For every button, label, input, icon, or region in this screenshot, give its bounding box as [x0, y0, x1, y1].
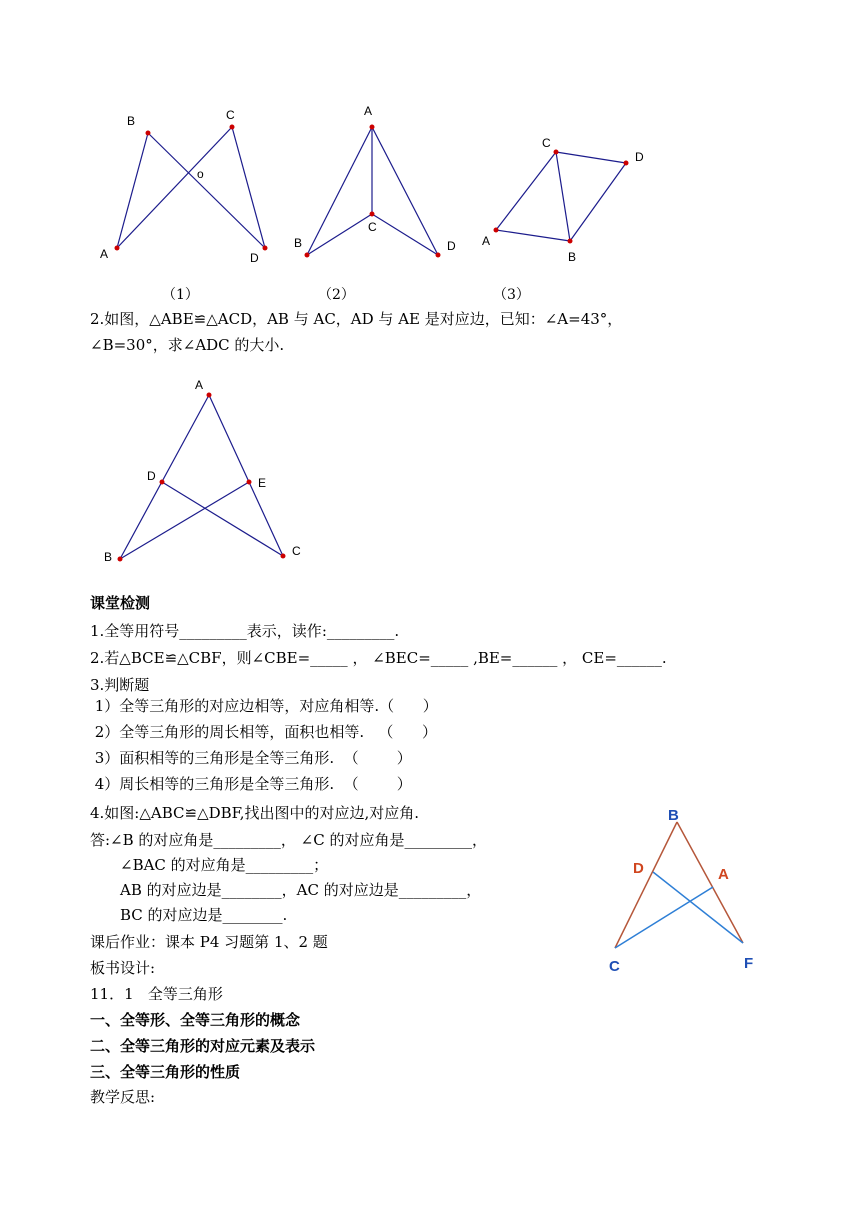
fig2-label-d: D: [447, 239, 456, 253]
question-3-item: 1）全等三角形的对应边相等，对应角相等.（ ）: [90, 697, 438, 715]
q4-label-b: B: [668, 807, 679, 824]
fig1-caption: （1）: [162, 287, 199, 303]
section-heading: 课堂检测: [90, 594, 151, 612]
p2-label-d: D: [147, 469, 156, 483]
question-4-title: 4.如图:△ABC≌△DBF,找出图中的对应边,对应角.: [90, 804, 420, 822]
board-design-item: 一、全等形、全等三角形的概念: [90, 1011, 301, 1029]
q4-label-d: D: [633, 860, 644, 877]
p2-label-e: E: [258, 476, 267, 490]
problem2-line1: 2.如图，△ABE≌△ACD，AB 与 AC，AD 与 AE 是对应边，已知：∠A=43°，: [90, 310, 623, 328]
fig1-label-c: C: [226, 108, 235, 122]
p2-label-b: B: [104, 550, 113, 564]
problem2-line2: ∠B=30°，求∠ADC 的大小.: [90, 336, 285, 354]
fig3-label-b: B: [568, 250, 577, 264]
fig2-caption: （2）: [318, 287, 355, 303]
board-design-item: 二、全等三角形的对应元素及表示: [90, 1037, 316, 1055]
question-4-answer-1: 答:∠B 的对应角是_________， ∠C 的对应角是_________，: [90, 831, 487, 849]
teaching-reflection: 教学反思:: [90, 1088, 156, 1106]
figure-2: [290, 100, 465, 270]
figure-3: [478, 130, 663, 270]
homework: 课后作业：课本 P4 习题第 1、2 题: [90, 933, 328, 951]
fig1-label-b: B: [127, 114, 136, 128]
fig3-caption: （3）: [493, 287, 530, 303]
figure-1: [95, 105, 285, 275]
p2-label-a: A: [195, 378, 204, 392]
problem2-figure: [95, 375, 315, 575]
board-design-item: 三、全等三角形的性质: [90, 1063, 241, 1081]
q4-label-c: C: [609, 958, 620, 975]
question-3-item: 2）全等三角形的周长相等，面积也相等. （ ）: [90, 723, 437, 741]
q4-label-f: F: [744, 955, 754, 972]
fig3-label-c: C: [542, 136, 551, 150]
fig3-label-d: D: [635, 150, 644, 164]
fig1-label-o: o: [197, 167, 204, 181]
question-4-figure: [600, 800, 770, 980]
question-3-item: 4）周长相等的三角形是全等三角形. （ ）: [90, 775, 412, 793]
question-4-answer-2: ∠BAC 的对应角是_________；: [120, 856, 329, 874]
question-4-answer-3: AB 的对应边是________，AC 的对应边是_________，: [120, 881, 482, 899]
q4-label-a: A: [718, 866, 729, 883]
fig1-label-d: D: [250, 251, 259, 265]
question-3-item: 3）面积相等的三角形是全等三角形. （ ）: [90, 749, 412, 767]
p2-label-c: C: [292, 544, 301, 558]
fig2-label-c: C: [368, 220, 377, 234]
question-1: 1.全等用符号_________表示，读作:_________.: [90, 622, 400, 640]
question-4-answer-4: BC 的对应边是________.: [120, 906, 288, 924]
board-design-section: 11．1 全等三角形: [90, 985, 223, 1003]
question-2: 2.若△BCE≌△CBF，则∠CBE=_____ ， ∠BEC=_____ ,BE=______ ， CE=______.: [90, 649, 667, 667]
board-design-title: 板书设计:: [90, 959, 156, 977]
fig3-label-a: A: [482, 234, 491, 248]
fig1-label-a: A: [100, 247, 109, 261]
fig2-label-b: B: [294, 236, 303, 250]
fig2-label-a: A: [364, 104, 373, 118]
question-3-title: 3.判断题: [90, 676, 150, 694]
